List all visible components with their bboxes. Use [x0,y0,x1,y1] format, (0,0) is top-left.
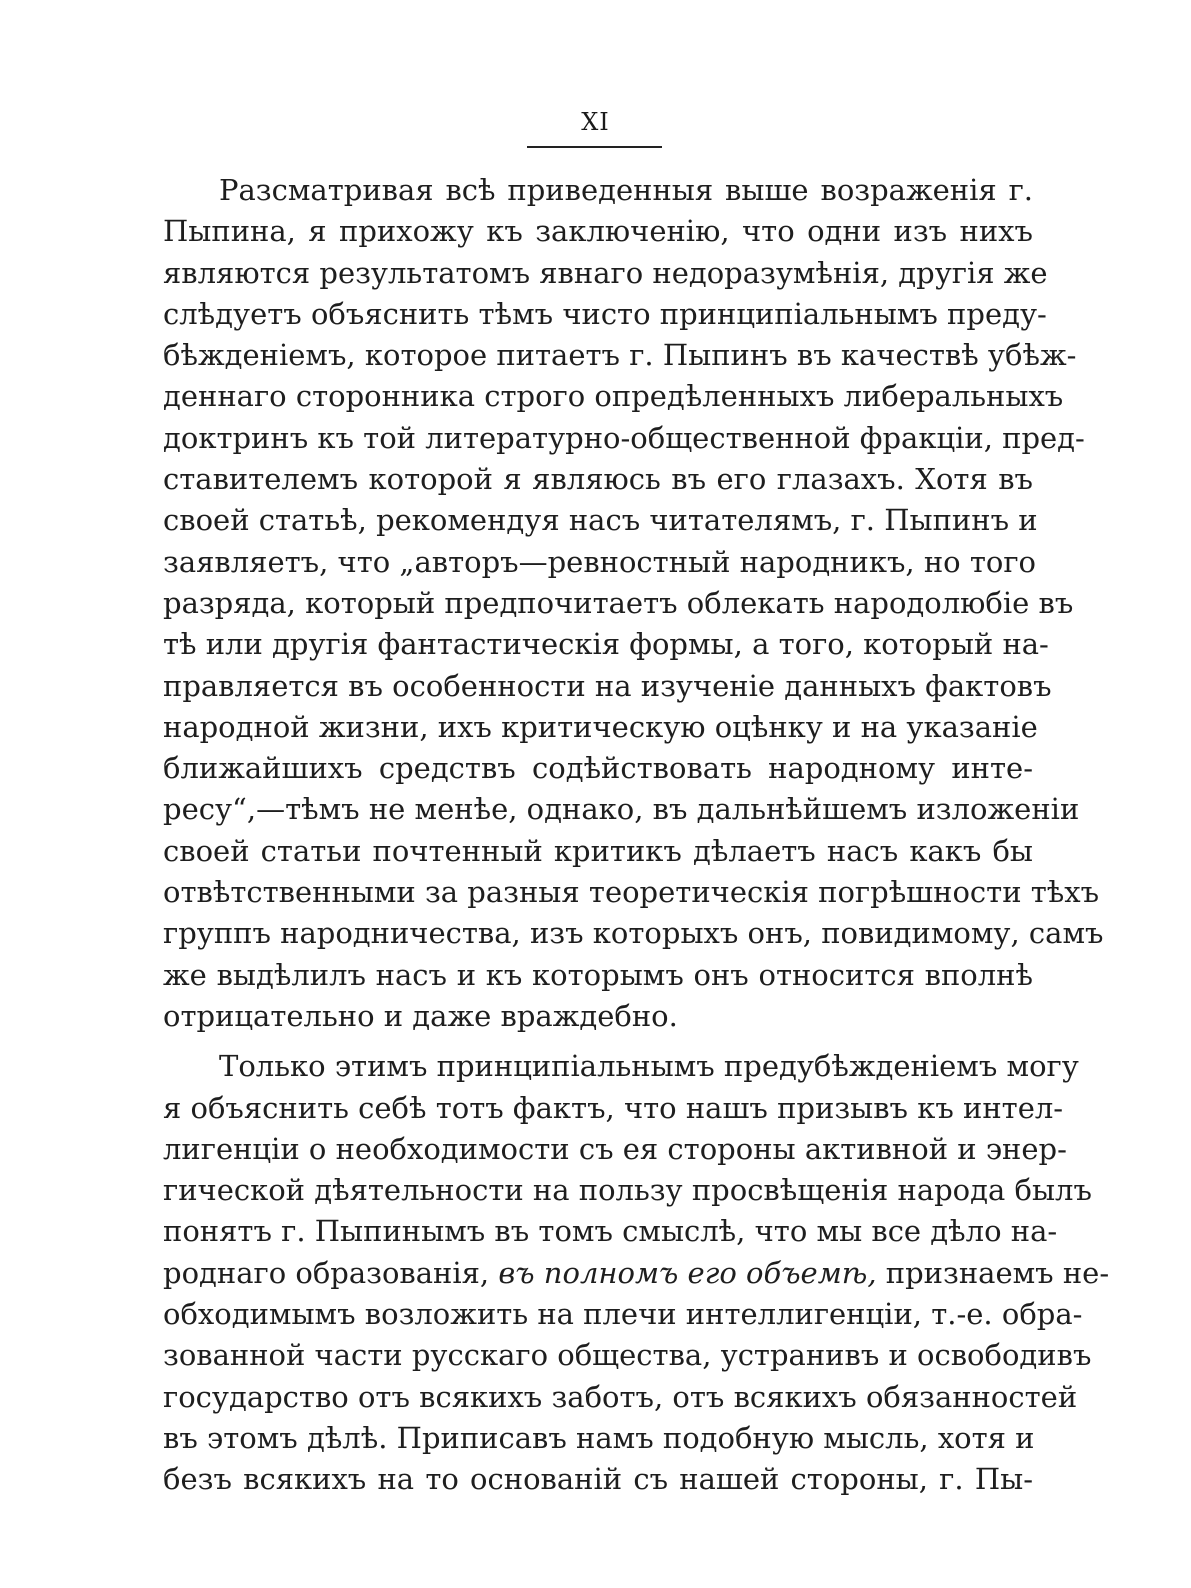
text-line: своей статьѣ, рекомендуя насъ читателямъ, г. Пыпинъ и [163,503,1038,538]
text-line: Только этимъ принципіальнымъ предубѣжденіемъ могу [219,1049,1079,1084]
italic-phrase: въ полномъ его объемѣ, [498,1255,877,1290]
text-line: заявляетъ, что „авторъ—ревностный народникъ, но того [163,544,1037,579]
text-line: тѣ или другія фантастическія формы, а того, который на- [163,627,1049,662]
text-line: отрицательно и даже враждебно. [163,998,678,1033]
text-line: понятъ г. Пыпинымъ въ томъ смыслѣ, что мы все дѣло на- [163,1214,1058,1249]
text-line: народной жизни, ихъ критическую оцѣнку и на указаніе [163,709,1038,744]
text-line: являются результатомъ явнаго недоразумѣнія, другія же [163,255,1048,290]
text-line: ресу“,—тѣмъ не менѣе, однако, въ дальнѣйшемъ изложеніи [163,792,1080,827]
text-line: доктринъ къ той литературно-общественной фракціи, пред- [163,420,1085,455]
text-line: бѣжденіемъ, которое питаетъ г. Пыпинъ въ качествѣ убѣж- [163,338,1077,373]
text-line: гической дѣятельности на пользу просвѣщенія народа былъ [163,1173,1092,1208]
text-line: зованной части русскаго общества, устранивъ и освободивъ [163,1338,1092,1373]
text-line: правляется въ особенности на изученіе данныхъ фактовъ [163,668,1052,703]
text-line: деннаго сторонника строго опредѣленныхъ либеральныхъ [163,379,1064,414]
paragraph-2 [163,1046,1110,1500]
text-line: своей статьи почтенный критикъ дѣлаетъ насъ какъ бы [163,833,1033,868]
line-text-before: роднаго образованія, [163,1255,490,1290]
text-line: же выдѣлилъ насъ и къ которымъ онъ относится вполнѣ [163,957,1033,992]
body-text [163,170,1110,1501]
header-rule [527,146,662,148]
text-line: лигенціи о необходимости съ ея стороны активной и энер- [163,1131,1067,1166]
text-line: въ этомъ дѣлѣ. Приписавъ намъ подобную мысль, хотя и [163,1420,1035,1455]
text-line: слѣдуетъ объяснить тѣмъ чисто принципіальнымъ преду- [163,296,1047,331]
paragraph-1 [163,170,1104,1037]
text-line: обходимымъ возложить на плечи интеллигенціи, т.-е. обра- [163,1297,1083,1332]
text-line: Разсматривая всѣ приведенныя выше возраженія г. [219,173,1033,207]
text-line: Пыпина, я прихожу къ заключенію, что одни изъ нихъ [163,214,1033,249]
paragraph-gap [163,1037,1033,1046]
text-line: отвѣтственными за разныя теоретическія погрѣшности тѣхъ [163,875,1100,910]
text-line: безъ всякихъ на то основаній съ нашей стороны, г. Пы- [163,1462,1033,1497]
line-text-after: признаемъ не- [885,1255,1110,1290]
text-line: группъ народничества, изъ которыхъ онъ, повидимому, самъ [163,916,1104,951]
text-line: я объяснить себѣ тотъ фактъ, что нашъ призывъ къ интел- [163,1090,1064,1125]
text-line-with-italic [163,1253,1110,1294]
text-line: ставителемъ которой я являюсь въ его глазахъ. Хотя въ [163,462,1033,497]
text-line: разряда, который предпочитаетъ облекать народолюбіе въ [163,585,1074,620]
page-number: XI [581,108,610,136]
text-line: государство отъ всякихъ заботъ, отъ всякихъ обязанностей [163,1379,1078,1414]
text-line: ближайшихъ средствъ содѣйствовать народному инте- [163,751,1033,786]
